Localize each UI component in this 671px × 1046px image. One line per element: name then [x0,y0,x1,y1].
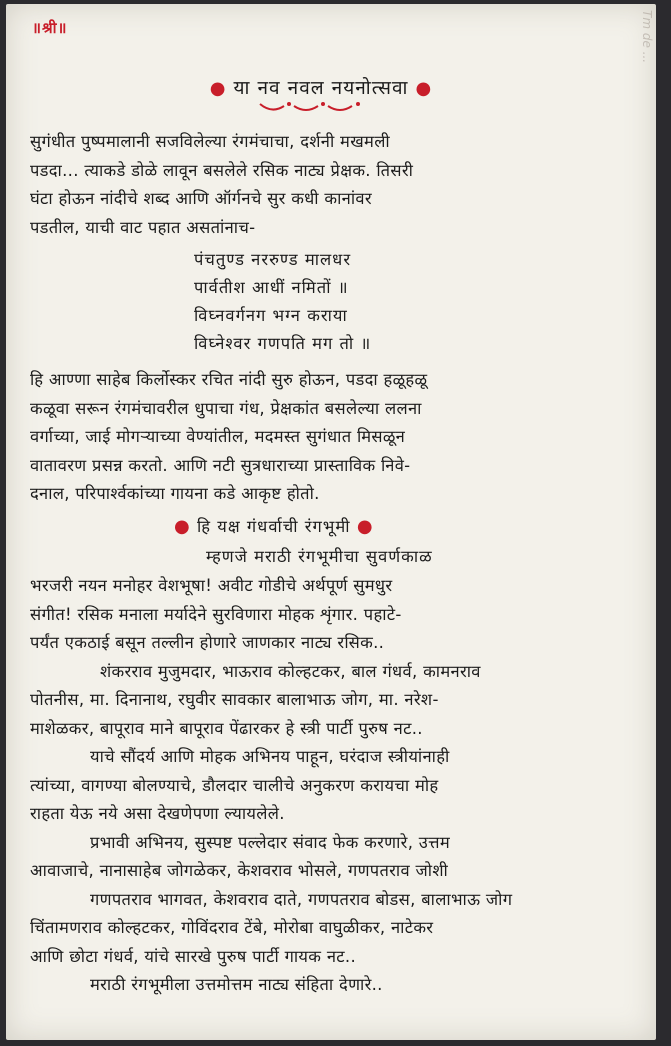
verse-line: पार्वतीश आधीं नमितों ॥ [194,278,349,297]
heading-dot-left: ● [174,516,191,537]
text-line: भरजरी नयन मनोहर वेशभूषा! अवीट गोडीचे अर्थपूर्ण सुमधुर [30,576,393,595]
text-line: मराठी रंगभूमीला उत्तमोत्तम नाट्य संहिता देणारे.. [90,975,383,994]
text-line: त्यांच्या, वागण्या बोलण्याचे, डौलदार चालीचे अनुकरण करायचा मोह [30,775,439,795]
text-line: कळूवा सरून रंगमंचावरील धुपाचा गंध, प्रेक्षकांत बसलेल्या ललना [30,398,422,418]
text-line: वातावरण प्रसन्न करतो. आणि नटी सुत्रधाराच्या प्रास्ताविक निवे- [30,455,411,475]
text-line: गणपतराव भागवत, केशवराव दाते, गणपतराव बोडस, बालाभाऊ जोग [90,889,513,909]
text-line: प्रभावी अभिनय, सुस्पष्ट पल्लेदार संवाद फेक करणारे, उत्तम [90,832,451,852]
text-line: आणि छोटा गंधर्व, यांचे सारखे पुरुष पार्टी गायक नट.. [30,946,356,966]
verse-line: विघ्नवर्गनग भग्न कराया [194,306,348,325]
paragraph-1 [30,128,630,242]
text-line: वर्गाच्या, जाई मोगऱ्याच्या वेण्यांतील, मदमस्त सुगंधात मिसळून [30,427,406,446]
text-line: हि आण्णा साहेब किर्लोस्कर रचित नांदी सुरु होऊन, पडदा हळूहळू [30,370,428,389]
text-line: चिंतामणराव कोल्हटकर, गोविंदराव टेंबे, मोरोबा वाघुळीकर, नाटेकर [30,918,434,937]
title-dot-right: ● [415,78,433,99]
watermark: Tm de ... [640,10,654,64]
heading-text: हि यक्ष गंधर्वाची रंगभूमी [196,517,351,536]
title-dot-left: ● [209,78,227,99]
page-title [156,74,486,100]
verse-line: विघ्नेश्वर गणपति मग तो ॥ [194,334,372,353]
section-heading [174,514,474,537]
verse-line: पंचतुण्ड नररुण्ड मालधर [194,250,352,269]
text-line: पडदा... त्याकडे डोळे लावून बसलेले रसिक नाट्य प्रेक्षक. तिसरी [30,160,414,180]
text-line: सुगंधीत पुष्पमालानी सजविलेल्या रंगमंचाचा, दर्शनी मखमली [30,132,390,151]
text-line: पोतनीस, मा. दिनानाथ, रघुवीर सावकार बालाभाऊ जोग, मा. नरेश- [30,690,439,709]
text-line: पडतील, याची वाट पहात असतांनाच- [30,217,256,237]
section-subheading: म्हणजे मराठी रंगभूमीचा सुवर्णकाळ [206,547,433,566]
paragraph-3 [30,572,630,1000]
text-line: राहता येऊ नये असा देखणेपणा ल्यायलेले. [30,804,285,823]
text-line: संगीत! रसिक मनाला मर्यादेने सुरविणारा मोहक शृंगार. पहाटे- [30,604,402,624]
text-line: याचे सौंदर्य आणि मोहक अभिनय पाहून, घरंदाज स्त्रीयांनाही [90,747,450,766]
handwritten-page [6,4,656,1040]
text-line: शंकरराव मुजुमदार, भाऊराव कोल्हटकर, बाल गंधर्व, कामनराव [100,661,481,681]
text-line: घंटा होऊन नांदीचे शब्द आणि ऑर्गनचे सुर कधी कानांवर [30,189,372,208]
text-line: माशेळकर, बापूराव माने बापूराव पेंढारकर हे स्त्री पार्टी पुरुष नट.. [30,718,423,738]
text-line: दनाल, परिपार्श्वकांच्या गायना कडे आकृष्ट होतो. [30,484,320,503]
text-line: आवाजाचे, नानासाहेब जोगळेकर, केशवराव भोसले, गणपतराव जोशी [30,861,449,880]
heading-dot-right: ● [356,516,374,537]
title-underline-ornament [258,100,368,116]
corner-mark: ॥श्री॥ [32,19,68,37]
text-line: पर्यंत एकठाई बसून तल्लीन होणारे जाणकार नाट्य रसिक.. [30,633,385,652]
verse-block [194,246,494,358]
paragraph-2 [30,366,630,509]
title-text: या नव नवल नयनोत्सवा [233,77,409,99]
